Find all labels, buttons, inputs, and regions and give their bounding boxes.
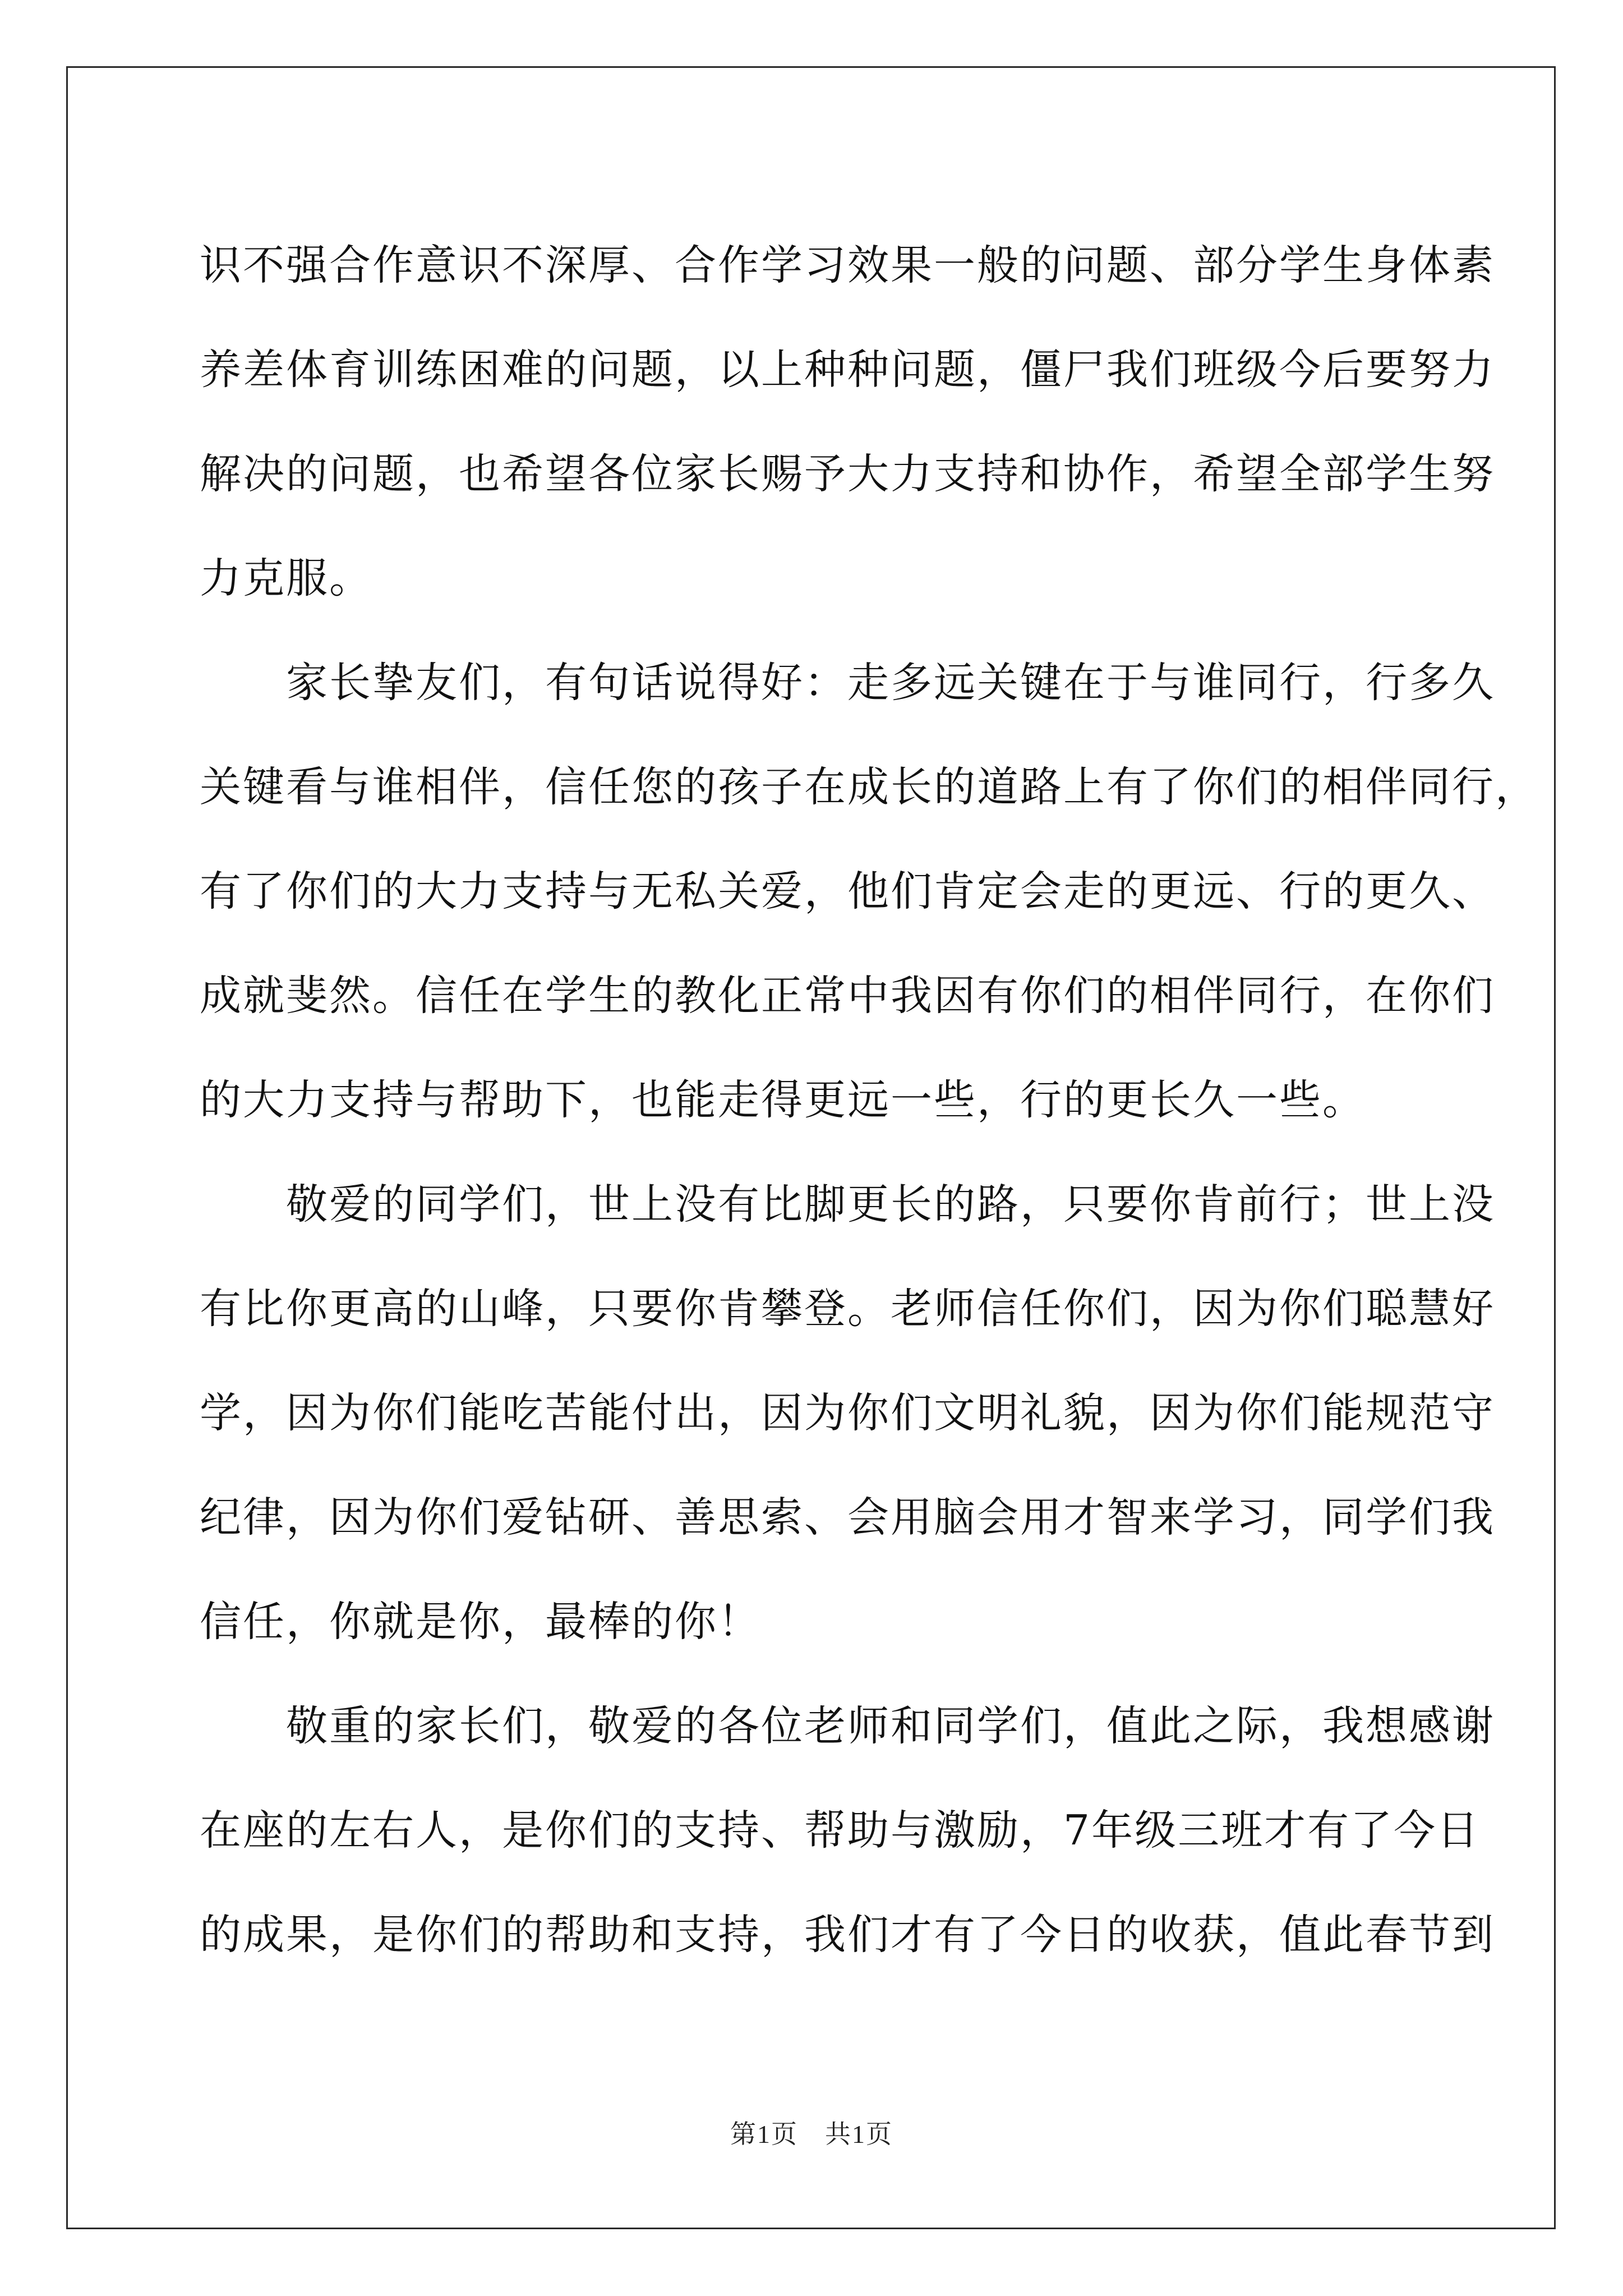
text-line: 养差体育训练困难的问题，以上种种问题，僵尸我们班级今后要努力 [200, 346, 1495, 394]
paragraph [200, 631, 1538, 1152]
text-line: 有了你们的大力支持与无私关爱，他们肯定会走的更远、行的更久、 [200, 867, 1495, 915]
text-line: 家长挚友们，有句话说得好：走多远关键在于与谁同行，行多久 [200, 659, 1495, 707]
page-footer: 第1页 共1页 [730, 2120, 893, 2148]
text-line: 的大力支持与帮助下，也能走得更远一些，行的更长久一些。 [200, 1076, 1366, 1124]
text-line: 的成果，是你们的帮助和支持，我们才有了今日的收获，值此春节到 [200, 1911, 1495, 1959]
text-line: 力克服。 [200, 554, 372, 602]
text-line: 敬重的家长们，敬爱的各位老师和同学们，值此之际，我想感谢 [200, 1702, 1495, 1750]
paragraph [200, 213, 1495, 631]
text-line: 解决的问题，也希望各位家长赐予大力支持和协作，希望全部学生努 [200, 450, 1495, 498]
document-body [200, 213, 1538, 1987]
paragraph [200, 1152, 1495, 1674]
paragraph [200, 1674, 1495, 1987]
text-line: 识不强合作意识不深厚、合作学习效果一般的问题、部分学生身体素 [200, 241, 1495, 289]
text-line: 在座的左右人，是你们的支持、帮助与激励，7年级三班才有了今日 [200, 1806, 1481, 1855]
text-line: 有比你更高的山峰，只要你肯攀登。老师信任你们，因为你们聪慧好 [200, 1285, 1495, 1333]
text-line: 纪律，因为你们爱钻研、善思索、会用脑会用才智来学习，同学们我 [200, 1493, 1495, 1542]
text-line: 学，因为你们能吃苦能付出，因为你们文明礼貌，因为你们能规范守 [200, 1389, 1495, 1437]
text-line: 关键看与谁相伴，信任您的孩子在成长的道路上有了你们的相伴同行， [200, 763, 1538, 811]
text-line: 信任，你就是你，最棒的你！ [200, 1598, 761, 1646]
text-line: 成就斐然。信任在学生的教化正常中我因有你们的相伴同行，在你们 [200, 972, 1495, 1020]
text-line: 敬爱的同学们，世上没有比脚更长的路，只要你肯前行；世上没 [200, 1180, 1495, 1228]
